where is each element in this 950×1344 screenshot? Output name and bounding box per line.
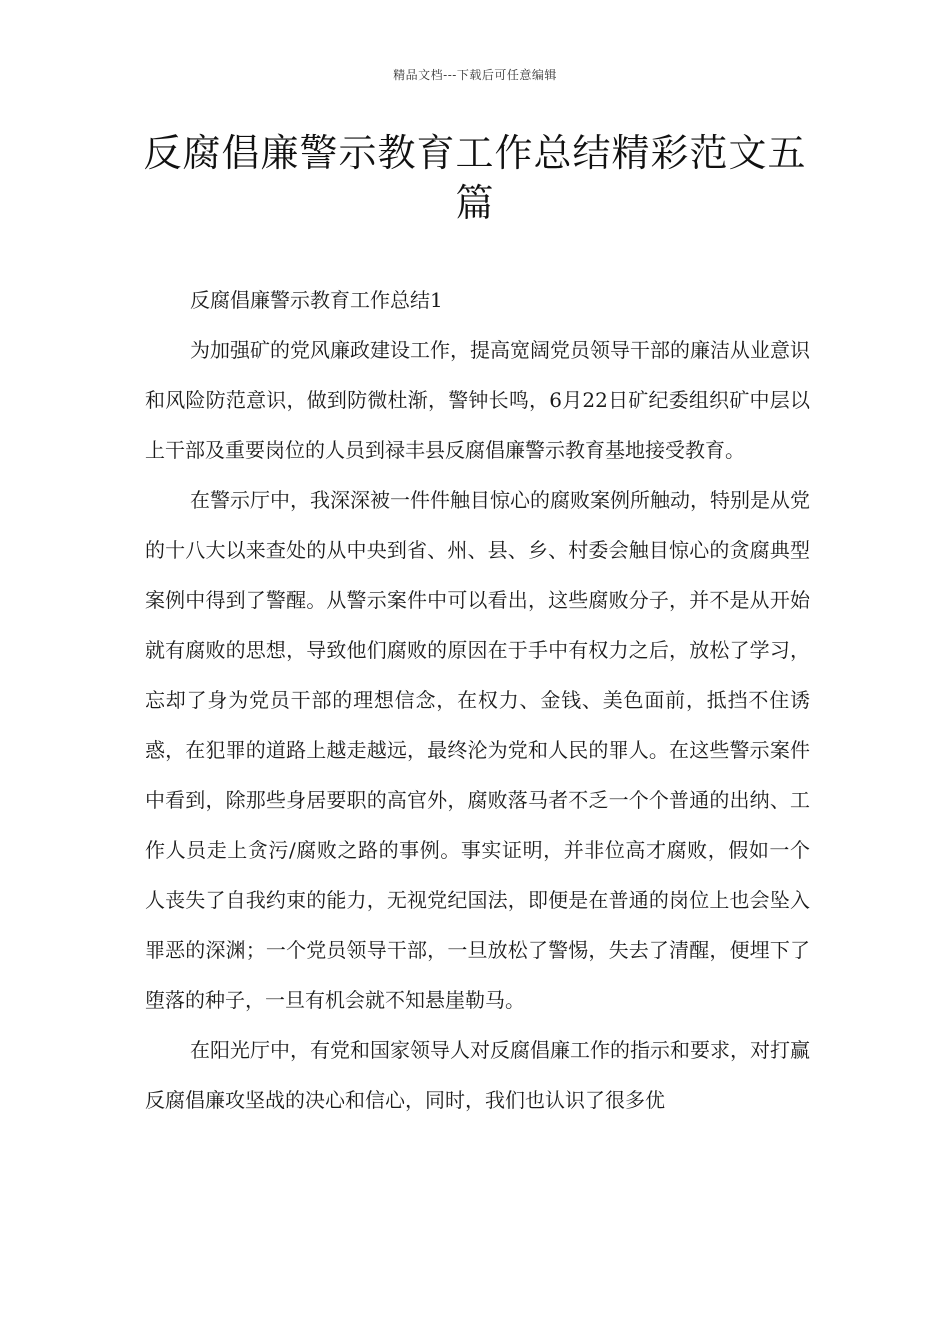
paragraph: 在阳光厅中，有党和国家领导人对反腐倡廉工作的指示和要求，对打赢反腐倡廉攻坚战的决心和信心，同时，我们也认识了很多优	[145, 1038, 810, 1112]
header-note: 精品文档---下载后可任意编辑	[393, 68, 557, 82]
section-heading: 反腐倡廉警示教育工作总结1	[190, 288, 443, 312]
document-title: 反腐倡廉警示教育工作总结精彩范文五篇	[143, 131, 807, 225]
paragraph: 为加强矿的党风廉政建设工作，提高宽阔党员领导干部的廉洁从业意识和风险防范意识，做到防微杜渐，警钟长鸣，6月22日矿纪委组织矿中层以上干部及重要岗位的人员到禄丰县反腐倡廉警示教育基地接受教育。	[145, 338, 810, 462]
paragraph: 在警示厅中，我深深被一件件触目惊心的腐败案例所触动，特别是从党的十八大以来查处的从中央到省、州、县、乡、村委会触目惊心的贪腐典型案例中得到了警醒。从警示案件中可以看出，这些腐败分子，并不是从开始就有腐败的思想，导致他们腐败的原因在于手中有权力之后，放松了学习，忘却了身为党员干部的理想信念，在权力、金钱、美色面前，抵挡不住诱惑，在犯罪的道路上越走越远，最终沦为党和人民的罪人。在这些警示案件中看到，除那些身居要职的高官外，腐败落马者不乏一个个普通的出纳、工作人员走上贪污/腐败之路的事例。事实证明，并非位高才腐败，假如一个人丧失了自我约束的能力，无视党纪国法，即便是在普通的岗位上也会坠入罪恶的深渊；一个党员领导干部，一旦放松了警惕，失去了清醒，便埋下了堕落的种子，一旦有机会就不知悬崖勒马。	[145, 488, 810, 1012]
document-body	[145, 275, 810, 1125]
